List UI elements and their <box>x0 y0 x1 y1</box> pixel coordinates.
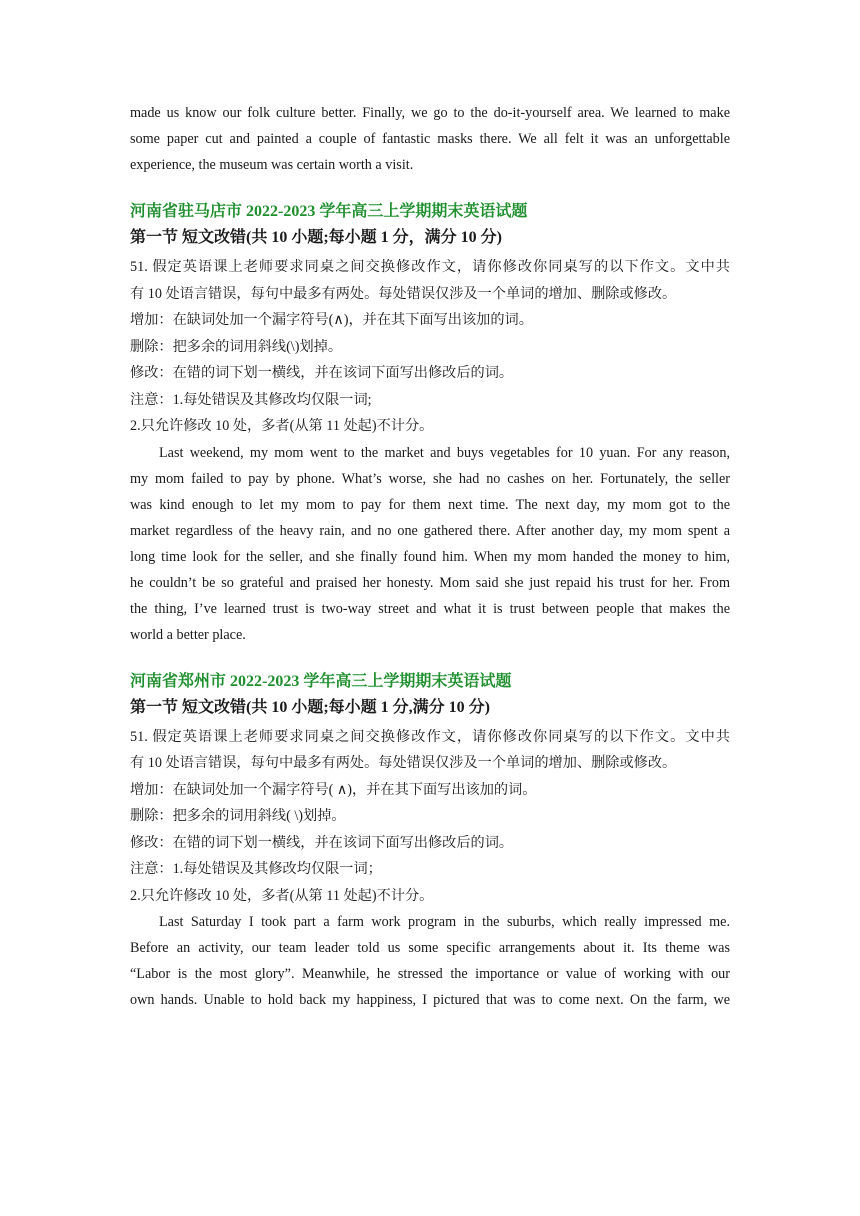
passage-line: market regardless of the heavy rain, and no one gathered there. After another day, my mom spent a <box>130 522 730 539</box>
exam-section-zhengzhou <box>130 670 730 1014</box>
passage-line: the thing, I’ve learned trust is two-way street and what it is trust between people that makes the <box>130 600 730 617</box>
instruction-line: 51. 假定英语课上老师要求同桌之间交换修改作文，请你修改你同桌写的以下作文。文中共 <box>130 259 730 275</box>
instruction-line: 有 10 处语言错误，每句中最多有两处。每处错误仅涉及一个单词的增加、删除或修改。 <box>130 755 677 771</box>
section-subtitle: 第一节 短文改错(共 10 小题;每小题 1 分，满分 10 分) <box>130 229 502 246</box>
passage-line: Last weekend, my mom went to the market and buys vegetables for 10 yuan. For any reason, <box>159 444 730 461</box>
instructions <box>130 724 730 910</box>
exam-section-zhumadian <box>130 200 730 648</box>
instruction-line: 注意：1.每处错误及其修改均仅限一词； <box>130 861 382 877</box>
instruction-line: 2.只允许修改 10 处，多者(从第 11 处起)不计分。 <box>130 418 434 434</box>
section-title: 河南省郑州市 2022-2023 学年高三上学期期末英语试题 <box>130 672 512 690</box>
instruction-line: 修改：在错的词下划一横线，并在该词下面写出修改后的词。 <box>130 834 514 851</box>
instruction-line: 删除：把多余的词用斜线( \)划掉。 <box>130 808 346 824</box>
passage-line: he couldn’t be so grateful and praised her honesty. Mom said she just repaid his trust for her. From <box>130 574 730 591</box>
instruction-line: 删除：把多余的词用斜线(\)划掉。 <box>130 338 343 355</box>
instruction-line: 51. 假定英语课上老师要求同桌之间交换修改作文，请你修改你同桌写的以下作文。文中共 <box>130 728 730 745</box>
passage-line: experience, the museum was certain worth a visit. <box>130 157 414 173</box>
instruction-line: 修改：在错的词下划一横线，并在该词下面写出修改后的词。 <box>130 365 514 381</box>
passage-line: some paper cut and painted a couple of fantastic masks there. We all felt it was an unforgettable <box>130 131 730 147</box>
passage-line: was kind enough to let my mom to pay for them next time. The next day, my mom got to the <box>130 496 730 513</box>
passage-line: made us know our folk culture better. Finally, we go to the do-it-yourself area. We learned to make <box>130 105 730 121</box>
document-page <box>130 100 730 1013</box>
passage-line: long time look for the seller, and she finally found him. When my mom handed the money to him, <box>130 548 730 565</box>
instruction-line: 增加：在缺词处加一个漏字符号(∧)，并在其下面写出该加的词。 <box>130 312 533 328</box>
passage-line: own hands. Unable to hold back my happiness, I pictured that was to come next. On the farm, we <box>130 992 730 1008</box>
passage-line: my mom failed to pay by phone. What’s worse, she had no cashes on her. Fortunately, the seller <box>130 470 730 487</box>
instruction-line: 有 10 处语言错误，每句中最多有两处。每处错误仅涉及一个单词的增加、删除或修改。 <box>130 285 677 302</box>
essay-passage <box>130 909 730 1013</box>
instructions <box>130 254 730 440</box>
instruction-line: 2.只允许修改 10 处，多者(从第 11 处起)不计分。 <box>130 887 434 904</box>
passage-line: Before an activity, our team leader told us some specific arrangements about it. Its theme was <box>130 940 730 956</box>
intro-passage <box>130 100 730 178</box>
instruction-line: 注意：1.每处错误及其修改均仅限一词; <box>130 391 372 408</box>
passage-line: world a better place. <box>130 626 246 643</box>
section-title: 河南省驻马店市 2022-2023 学年高三上学期期末英语试题 <box>130 203 528 220</box>
essay-passage <box>130 440 730 648</box>
passage-line: Last Saturday I took part a farm work program in the suburbs, which really impressed me. <box>159 914 730 930</box>
passage-line: “Labor is the most glory”. Meanwhile, he stressed the importance or value of working with our <box>130 966 730 982</box>
instruction-line: 增加：在缺词处加一个漏字符号( ∧)，并在其下面写出该加的词。 <box>130 781 537 798</box>
section-subtitle: 第一节 短文改错(共 10 小题;每小题 1 分,满分 10 分) <box>130 698 490 716</box>
